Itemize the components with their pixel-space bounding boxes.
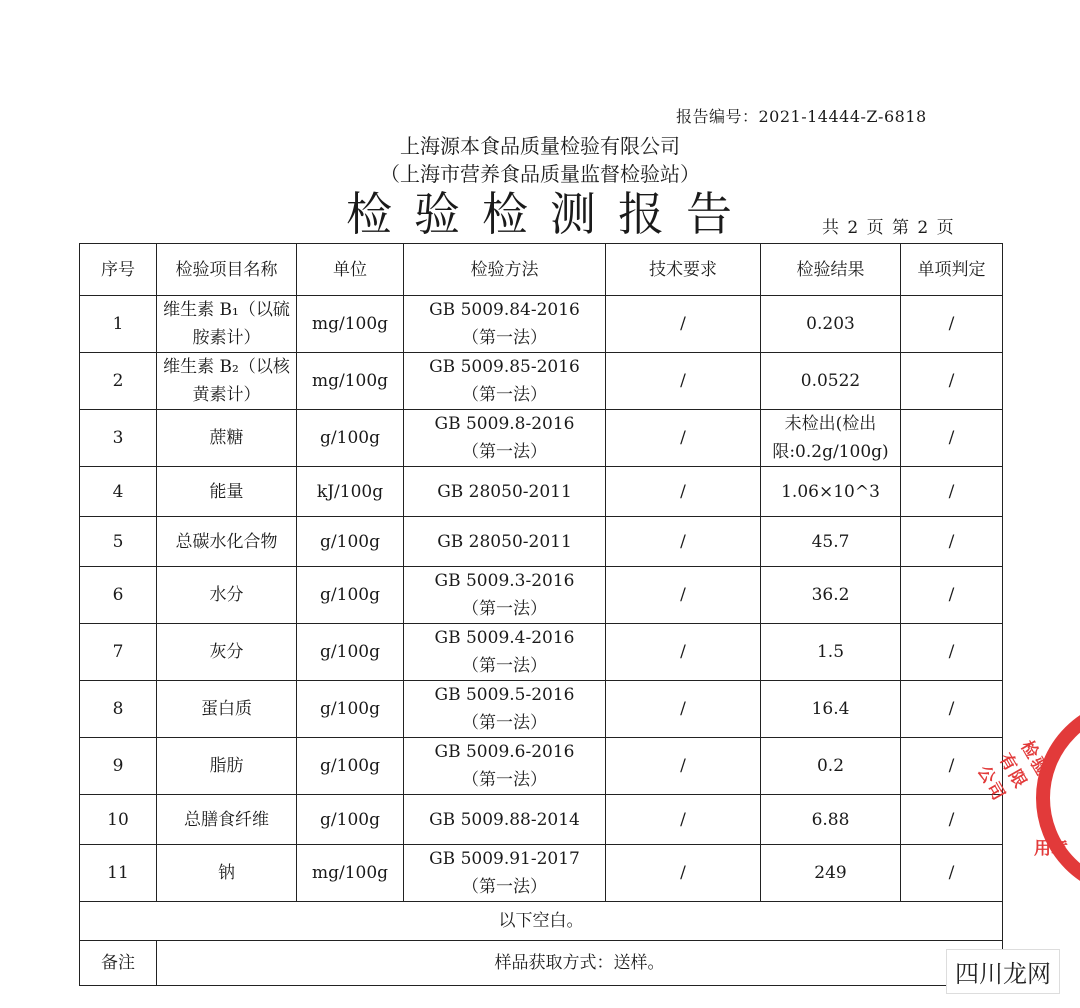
cell-requirement: [606, 567, 761, 624]
cell-judgement-text: /: [948, 314, 955, 334]
remark-row: [80, 941, 1003, 986]
cell-requirement-text: /: [680, 809, 686, 830]
cell-method-text: （第一法）: [462, 770, 547, 790]
cell-item-name-text: 蔗糖: [209, 428, 244, 448]
cell-no: [80, 845, 157, 902]
cell-item-name: [157, 567, 297, 624]
cell-requirement: [606, 296, 761, 353]
cell-method-text: GB 5009.5-2016: [434, 685, 575, 705]
cell-result: [761, 410, 901, 467]
cell-judgement-text: /: [948, 371, 955, 391]
cell-item-name: [157, 410, 297, 467]
col-header-requirement: 技术要求: [606, 244, 761, 296]
cell-unit-text: g/100g: [320, 756, 380, 776]
cell-unit-text: kJ/100g: [316, 481, 384, 502]
table-row: [80, 517, 1003, 567]
cell-no: [80, 410, 157, 467]
cell-requirement: [606, 353, 761, 410]
cell-judgement-text: /: [948, 756, 955, 776]
cell-result: [761, 296, 901, 353]
cell-result-text: 1.06×10^3: [781, 481, 880, 502]
cell-result: [761, 738, 901, 795]
table-row: [80, 738, 1003, 795]
cell-method-text: GB 28050-2011: [437, 531, 572, 552]
table-row: [80, 795, 1003, 845]
cell-method: [404, 738, 606, 795]
cell-no: [80, 517, 157, 567]
cell-judgement: [901, 681, 1003, 738]
cell-method: [404, 795, 606, 845]
cell-item-name: [157, 845, 297, 902]
cell-method-text: （第一法）: [462, 442, 547, 462]
cell-unit: [297, 410, 404, 467]
cell-judgement: [901, 795, 1003, 845]
cell-no: [80, 296, 157, 353]
cell-unit: [297, 738, 404, 795]
cell-requirement: [606, 845, 761, 902]
cell-no: [80, 738, 157, 795]
table-row: [80, 624, 1003, 681]
cell-result: [761, 681, 901, 738]
cell-item-name-text: 黄素计）: [192, 385, 261, 405]
col-header-judgement: 单项判定: [901, 244, 1003, 296]
cell-result: [761, 567, 901, 624]
cell-no-text: 8: [112, 699, 124, 719]
cell-no: [80, 624, 157, 681]
table-header-row: [80, 244, 1003, 296]
remark-value: 样品获取方式：送样。: [157, 941, 1003, 986]
col-header-item: 检验项目名称: [157, 244, 297, 296]
cell-judgement-text: /: [948, 642, 955, 662]
cell-requirement-text: /: [680, 863, 686, 883]
cell-judgement: [901, 567, 1003, 624]
cell-judgement: [901, 353, 1003, 410]
cell-unit-text: mg/100g: [311, 863, 389, 883]
cell-item-name: [157, 738, 297, 795]
cell-item-name: [157, 795, 297, 845]
cell-item-name-text: 维生素 B₂（以核: [163, 357, 290, 377]
watermark-logo: 四川龙网: [946, 949, 1060, 994]
cell-judgement: [901, 296, 1003, 353]
cell-requirement: [606, 517, 761, 567]
cell-judgement-text: /: [948, 699, 955, 719]
cell-no-text: 7: [112, 642, 124, 662]
cell-no-text: 6: [112, 585, 124, 605]
cell-requirement: [606, 624, 761, 681]
cell-method-text: GB 5009.6-2016: [434, 742, 575, 762]
table-row: [80, 353, 1003, 410]
company-seal: [1036, 698, 1080, 898]
cell-unit: [297, 567, 404, 624]
cell-unit-text: g/100g: [320, 809, 380, 830]
cell-result-text: 36.2: [811, 585, 850, 605]
cell-judgement: [901, 845, 1003, 902]
cell-method-text: GB 5009.3-2016: [434, 571, 575, 591]
cell-unit-text: mg/100g: [311, 371, 389, 391]
col-header-method: 检验方法: [404, 244, 606, 296]
cell-judgement-text: /: [948, 531, 955, 552]
cell-requirement-text: /: [680, 756, 686, 776]
table-row: [80, 681, 1003, 738]
cell-method-text: （第一法）: [462, 328, 547, 348]
cell-item-name-text: 灰分: [209, 642, 244, 662]
cell-unit: [297, 296, 404, 353]
cell-result-text: 0.2: [816, 756, 845, 776]
cell-method-text: GB 5009.8-2016: [434, 414, 575, 434]
cell-item-name-text: 胺素计）: [192, 328, 261, 348]
cell-unit-text: g/100g: [320, 699, 380, 719]
col-header-unit: 单位: [297, 244, 404, 296]
cell-method-text: GB 5009.4-2016: [434, 628, 575, 648]
document-title: 检验检测报告: [346, 187, 754, 241]
table-row: [80, 845, 1003, 902]
cell-requirement-text: /: [680, 371, 686, 391]
cell-requirement: [606, 738, 761, 795]
report-number: 报告编号：2021-14444-Z-6818: [676, 107, 927, 126]
cell-no-text: 11: [107, 863, 129, 883]
cell-method-text: （第一法）: [462, 877, 547, 897]
cell-unit: [297, 467, 404, 517]
table-body: [80, 296, 1003, 902]
cell-requirement: [606, 410, 761, 467]
cell-item-name-text: 总膳食纤维: [184, 809, 269, 830]
table-row: [80, 410, 1003, 467]
cell-method-text: GB 5009.91-2017: [429, 849, 580, 869]
results-table: [79, 243, 1003, 986]
cell-requirement: [606, 795, 761, 845]
cell-unit: [297, 624, 404, 681]
cell-method: [404, 845, 606, 902]
cell-result: [761, 517, 901, 567]
cell-requirement: [606, 681, 761, 738]
cell-item-name-text: 水分: [209, 585, 244, 605]
cell-item-name: [157, 353, 297, 410]
cell-requirement-text: /: [680, 699, 686, 719]
cell-unit-text: mg/100g: [311, 314, 389, 334]
cell-requirement-text: /: [680, 314, 686, 334]
remark-label: 备注: [80, 941, 157, 986]
cell-no-text: 10: [107, 809, 129, 830]
cell-requirement-text: /: [680, 428, 686, 448]
organization-subtitle: （上海市营养食品质量监督检验站）: [380, 162, 700, 186]
cell-no-text: 9: [112, 756, 124, 776]
cell-result-text: 249: [814, 863, 847, 883]
cell-no-text: 3: [112, 428, 124, 448]
cell-judgement-text: /: [948, 863, 955, 883]
cell-method-text: GB 5009.88-2014: [429, 809, 580, 830]
cell-unit: [297, 795, 404, 845]
cell-result-text: 1.5: [816, 642, 845, 662]
table-row: [80, 467, 1003, 517]
blank-note: 以下空白。: [80, 902, 1003, 941]
cell-result: [761, 845, 901, 902]
cell-result-text: 0.203: [806, 314, 855, 334]
cell-no-text: 2: [112, 371, 124, 391]
cell-result: [761, 467, 901, 517]
cell-method-text: （第一法）: [462, 385, 547, 405]
cell-result-text: 16.4: [811, 699, 850, 719]
cell-unit: [297, 353, 404, 410]
cell-item-name: [157, 624, 297, 681]
cell-no-text: 4: [112, 481, 124, 502]
cell-unit-text: g/100g: [320, 428, 380, 448]
cell-result-text: 限:0.2g/100g): [772, 442, 889, 462]
cell-requirement-text: /: [680, 531, 686, 552]
col-header-no: 序号: [80, 244, 157, 296]
organization-name: 上海源本食品质量检验有限公司: [400, 134, 680, 158]
col-header-result: 检验结果: [761, 244, 901, 296]
cell-unit-text: g/100g: [320, 642, 380, 662]
cell-judgement-text: /: [948, 585, 955, 605]
cell-unit: [297, 681, 404, 738]
cell-no-text: 1: [112, 314, 124, 334]
cell-result: [761, 353, 901, 410]
cell-method: [404, 624, 606, 681]
cell-result-text: 45.7: [811, 531, 850, 552]
cell-no: [80, 467, 157, 517]
cell-no: [80, 795, 157, 845]
cell-result-text: 6.88: [811, 809, 850, 830]
cell-unit: [297, 845, 404, 902]
cell-no-text: 5: [112, 531, 124, 552]
cell-judgement-text: /: [948, 809, 955, 830]
cell-requirement-text: /: [680, 585, 686, 605]
cell-item-name-text: 维生素 B₁（以硫: [163, 300, 290, 320]
cell-unit-text: g/100g: [320, 531, 380, 552]
cell-judgement: [901, 517, 1003, 567]
cell-unit-text: g/100g: [320, 585, 380, 605]
cell-result: [761, 795, 901, 845]
cell-method: [404, 410, 606, 467]
cell-method: [404, 353, 606, 410]
cell-method: [404, 681, 606, 738]
cell-item-name: [157, 517, 297, 567]
blank-note-row: [80, 902, 1003, 941]
cell-judgement: [901, 624, 1003, 681]
cell-method: [404, 567, 606, 624]
seal-text-bottom: 用章: [1034, 839, 1068, 859]
cell-judgement: [901, 467, 1003, 517]
cell-result: [761, 624, 901, 681]
cell-requirement-text: /: [680, 481, 686, 502]
cell-method: [404, 296, 606, 353]
cell-no: [80, 353, 157, 410]
cell-method-text: GB 5009.85-2016: [429, 357, 580, 377]
cell-item-name-text: 钠: [218, 863, 235, 883]
table-row: [80, 296, 1003, 353]
cell-item-name-text: 总碳水化合物: [175, 531, 278, 552]
cell-method-text: GB 28050-2011: [437, 481, 572, 502]
cell-item-name-text: 脂肪: [209, 756, 244, 776]
cell-unit: [297, 517, 404, 567]
cell-judgement-text: /: [948, 428, 955, 448]
cell-method: [404, 517, 606, 567]
cell-item-name-text: 能量: [209, 481, 244, 502]
cell-requirement: [606, 467, 761, 517]
cell-item-name: [157, 681, 297, 738]
cell-item-name: [157, 467, 297, 517]
page-info: 共 2 页 第 2 页: [822, 218, 954, 238]
cell-method-text: （第一法）: [462, 656, 547, 676]
cell-no: [80, 567, 157, 624]
seal-text-arc: 检验有限公司: [973, 737, 1053, 806]
cell-method-text: GB 5009.84-2016: [429, 300, 580, 320]
cell-item-name-text: 蛋白质: [201, 699, 252, 719]
cell-result-text: 未检出(检出: [784, 414, 877, 434]
cell-item-name: [157, 296, 297, 353]
cell-method-text: （第一法）: [462, 713, 547, 733]
cell-judgement-text: /: [948, 481, 955, 502]
cell-judgement: [901, 410, 1003, 467]
cell-requirement-text: /: [680, 642, 686, 662]
table-row: [80, 567, 1003, 624]
cell-method-text: （第一法）: [462, 599, 547, 619]
cell-result-text: 0.0522: [800, 371, 861, 391]
cell-method: [404, 467, 606, 517]
cell-no: [80, 681, 157, 738]
